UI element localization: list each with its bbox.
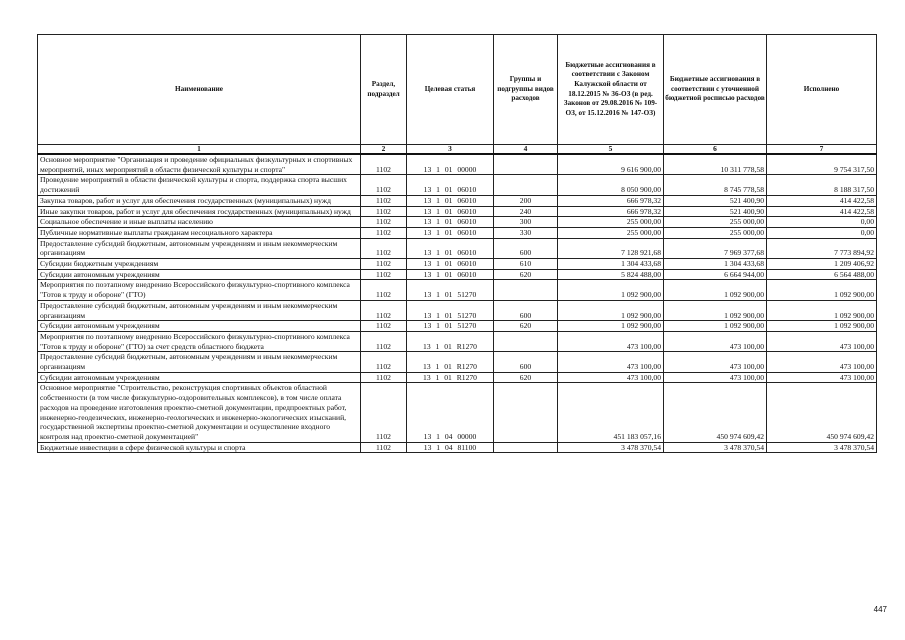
row-refined-amount: 521 400,90 bbox=[664, 195, 767, 206]
row-group bbox=[494, 280, 558, 300]
header-row bbox=[38, 35, 877, 145]
row-refined-amount: 255 000,00 bbox=[664, 227, 767, 238]
col-number: 2 bbox=[361, 145, 407, 155]
row-law-amount: 1 092 900,00 bbox=[558, 321, 664, 332]
row-target: 13 1 01 06010 bbox=[407, 259, 494, 270]
row-executed-amount: 414 422,58 bbox=[767, 195, 877, 206]
row-refined-amount: 473 100,00 bbox=[664, 352, 767, 372]
row-executed-amount: 1 092 900,00 bbox=[767, 321, 877, 332]
table-row bbox=[38, 280, 877, 300]
row-section: 1102 bbox=[361, 227, 407, 238]
row-refined-amount: 8 745 778,58 bbox=[664, 175, 767, 195]
row-section: 1102 bbox=[361, 280, 407, 300]
row-law-amount: 473 100,00 bbox=[558, 352, 664, 372]
row-name: Основное мероприятие "Строительство, реконструкция спортивных объектов областной собственности (в том числе физкультурно-оздоровительных комплексов), в том числе оплата расходов на проведение изготовления проектно-сметной документации, предпроектных работ, инженерно-геодезических, инженерно-геологических и инженерно-экологических изысканий, государственной экспертизы проектно-сметной документации и осуществление входного контроля над проектно-сметной документацией" bbox=[38, 383, 361, 442]
row-target: 13 1 01 R1270 bbox=[407, 372, 494, 383]
col-number: 4 bbox=[494, 145, 558, 155]
row-group: 600 bbox=[494, 300, 558, 320]
row-target: 13 1 01 R1270 bbox=[407, 331, 494, 351]
row-law-amount: 7 128 921,68 bbox=[558, 238, 664, 258]
row-section: 1102 bbox=[361, 300, 407, 320]
table-row bbox=[38, 238, 877, 258]
row-group: 240 bbox=[494, 206, 558, 217]
row-name: Мероприятия по поэтапному внедрению Всероссийского физкультурно-спортивного комплекса "Готов к труду и обороне" (ГТО) bbox=[38, 280, 361, 300]
row-executed-amount: 450 974 609,42 bbox=[767, 383, 877, 442]
header-executed: Исполнено bbox=[767, 35, 877, 145]
table-row bbox=[38, 383, 877, 442]
row-target: 13 1 01 06010 bbox=[407, 269, 494, 280]
row-name: Основное мероприятие "Организация и проведение официальных физкультурных и спортивных мероприятий, иных мероприятий в области физической культуры и спорта" bbox=[38, 154, 361, 175]
row-target: 13 1 01 00000 bbox=[407, 154, 494, 175]
row-target: 13 1 01 51270 bbox=[407, 280, 494, 300]
row-target: 13 1 04 81100 bbox=[407, 442, 494, 453]
row-target: 13 1 01 06010 bbox=[407, 227, 494, 238]
row-executed-amount: 1 209 406,92 bbox=[767, 259, 877, 270]
row-refined-amount: 1 092 900,00 bbox=[664, 300, 767, 320]
row-refined-amount: 1 304 433,68 bbox=[664, 259, 767, 270]
row-name: Предоставление субсидий бюджетным, автономным учреждениям и иным некоммерческим организациям bbox=[38, 352, 361, 372]
table-row bbox=[38, 206, 877, 217]
row-target: 13 1 01 06010 bbox=[407, 206, 494, 217]
row-executed-amount: 6 564 488,00 bbox=[767, 269, 877, 280]
row-name: Мероприятия по поэтапному внедрению Всероссийского физкультурно-спортивного комплекса "Готов к труду и обороне" (ГТО) за счет средств областного бюджета bbox=[38, 331, 361, 351]
table-row bbox=[38, 175, 877, 195]
row-section: 1102 bbox=[361, 269, 407, 280]
row-section: 1102 bbox=[361, 195, 407, 206]
column-number-row bbox=[38, 145, 877, 155]
row-section: 1102 bbox=[361, 321, 407, 332]
row-refined-amount: 450 974 609,42 bbox=[664, 383, 767, 442]
header-section: Раздел, подраздел bbox=[361, 35, 407, 145]
budget-table bbox=[37, 34, 877, 453]
row-name: Субсидии автономным учреждениям bbox=[38, 321, 361, 332]
row-name: Предоставление субсидий бюджетным, автономным учреждениям и иным некоммерческим организациям bbox=[38, 300, 361, 320]
row-section: 1102 bbox=[361, 372, 407, 383]
row-law-amount: 255 000,00 bbox=[558, 217, 664, 228]
row-executed-amount: 414 422,58 bbox=[767, 206, 877, 217]
row-refined-amount: 1 092 900,00 bbox=[664, 280, 767, 300]
row-section: 1102 bbox=[361, 217, 407, 228]
table-row bbox=[38, 269, 877, 280]
row-law-amount: 255 000,00 bbox=[558, 227, 664, 238]
page-number: 447 bbox=[873, 605, 887, 614]
row-refined-amount: 10 311 778,58 bbox=[664, 154, 767, 175]
col-number: 3 bbox=[407, 145, 494, 155]
row-target: 13 1 01 06010 bbox=[407, 195, 494, 206]
row-group: 600 bbox=[494, 352, 558, 372]
row-executed-amount: 8 188 317,50 bbox=[767, 175, 877, 195]
row-executed-amount: 473 100,00 bbox=[767, 331, 877, 351]
row-section: 1102 bbox=[361, 259, 407, 270]
row-group: 300 bbox=[494, 217, 558, 228]
row-group bbox=[494, 154, 558, 175]
table-row bbox=[38, 372, 877, 383]
row-group bbox=[494, 331, 558, 351]
row-name: Предоставление субсидий бюджетным, автономным учреждениям и иным некоммерческим организациям bbox=[38, 238, 361, 258]
row-target: 13 1 01 R1270 bbox=[407, 352, 494, 372]
row-law-amount: 3 478 370,54 bbox=[558, 442, 664, 453]
row-refined-amount: 255 000,00 bbox=[664, 217, 767, 228]
table-row bbox=[38, 321, 877, 332]
row-group bbox=[494, 175, 558, 195]
row-target: 13 1 01 51270 bbox=[407, 300, 494, 320]
row-group: 330 bbox=[494, 227, 558, 238]
table-row bbox=[38, 352, 877, 372]
row-executed-amount: 3 478 370,54 bbox=[767, 442, 877, 453]
row-name: Закупка товаров, работ и услуг для обеспечения государственных (муниципальных) нужд bbox=[38, 195, 361, 206]
row-executed-amount: 1 092 900,00 bbox=[767, 280, 877, 300]
row-law-amount: 9 616 900,00 bbox=[558, 154, 664, 175]
row-refined-amount: 1 092 900,00 bbox=[664, 321, 767, 332]
table-row bbox=[38, 300, 877, 320]
row-law-amount: 5 824 488,00 bbox=[558, 269, 664, 280]
row-section: 1102 bbox=[361, 154, 407, 175]
table-row bbox=[38, 195, 877, 206]
header-name: Наименование bbox=[38, 35, 361, 145]
header-target: Целевая статья bbox=[407, 35, 494, 145]
table-row bbox=[38, 442, 877, 453]
row-target: 13 1 01 06010 bbox=[407, 175, 494, 195]
row-section: 1102 bbox=[361, 331, 407, 351]
row-executed-amount: 0,00 bbox=[767, 217, 877, 228]
row-name: Бюджетные инвестиции в сфере физической культуры и спорта bbox=[38, 442, 361, 453]
row-law-amount: 1 092 900,00 bbox=[558, 300, 664, 320]
row-group: 620 bbox=[494, 372, 558, 383]
row-group: 600 bbox=[494, 238, 558, 258]
row-name: Иные закупки товаров, работ и услуг для обеспечения государственных (муниципальных) нужд bbox=[38, 206, 361, 217]
row-law-amount: 1 092 900,00 bbox=[558, 280, 664, 300]
row-group bbox=[494, 442, 558, 453]
row-name: Субсидии бюджетным учреждениям bbox=[38, 259, 361, 270]
table-row bbox=[38, 227, 877, 238]
table-row bbox=[38, 331, 877, 351]
row-executed-amount: 9 754 317,50 bbox=[767, 154, 877, 175]
row-executed-amount: 7 773 894,92 bbox=[767, 238, 877, 258]
row-section: 1102 bbox=[361, 175, 407, 195]
row-section: 1102 bbox=[361, 206, 407, 217]
row-group bbox=[494, 383, 558, 442]
header-refined-appropriations: Бюджетные ассигнования в соответствии с уточненной бюджетной росписью расходов bbox=[664, 35, 767, 145]
row-refined-amount: 6 664 944,00 bbox=[664, 269, 767, 280]
header-law-appropriations: Бюджетные ассигнования в соответствии с Законом Калужской области от 18.12.2015 № 36-ОЗ (в ред. Законов от 29.08.2016 № 109-ОЗ, от 15.12.2016 № 147-ОЗ) bbox=[558, 35, 664, 145]
header-group: Группы и подгруппы видов расходов bbox=[494, 35, 558, 145]
row-law-amount: 1 304 433,68 bbox=[558, 259, 664, 270]
row-executed-amount: 473 100,00 bbox=[767, 352, 877, 372]
row-name: Социальное обеспечение и иные выплаты населению bbox=[38, 217, 361, 228]
col-number: 5 bbox=[558, 145, 664, 155]
row-name: Субсидии автономным учреждениям bbox=[38, 372, 361, 383]
row-group: 620 bbox=[494, 269, 558, 280]
row-name: Субсидии автономным учреждениям bbox=[38, 269, 361, 280]
row-section: 1102 bbox=[361, 352, 407, 372]
col-number: 7 bbox=[767, 145, 877, 155]
row-refined-amount: 473 100,00 bbox=[664, 372, 767, 383]
row-target: 13 1 01 51270 bbox=[407, 321, 494, 332]
row-section: 1102 bbox=[361, 238, 407, 258]
table-row bbox=[38, 154, 877, 175]
row-target: 13 1 01 06010 bbox=[407, 238, 494, 258]
row-executed-amount: 473 100,00 bbox=[767, 372, 877, 383]
row-group: 200 bbox=[494, 195, 558, 206]
row-target: 13 1 04 00000 bbox=[407, 383, 494, 442]
row-law-amount: 451 183 057,16 bbox=[558, 383, 664, 442]
row-refined-amount: 473 100,00 bbox=[664, 331, 767, 351]
row-executed-amount: 0,00 bbox=[767, 227, 877, 238]
table-row bbox=[38, 259, 877, 270]
row-law-amount: 473 100,00 bbox=[558, 372, 664, 383]
row-section: 1102 bbox=[361, 442, 407, 453]
table-row bbox=[38, 217, 877, 228]
row-group: 610 bbox=[494, 259, 558, 270]
row-name: Проведение мероприятий в области физической культуры и спорта, поддержка спорта высших достижений bbox=[38, 175, 361, 195]
row-refined-amount: 521 400,90 bbox=[664, 206, 767, 217]
row-executed-amount: 1 092 900,00 bbox=[767, 300, 877, 320]
row-law-amount: 666 978,32 bbox=[558, 195, 664, 206]
row-name: Публичные нормативные выплаты гражданам несоциального характера bbox=[38, 227, 361, 238]
row-refined-amount: 3 478 370,54 bbox=[664, 442, 767, 453]
row-refined-amount: 7 969 377,68 bbox=[664, 238, 767, 258]
row-section: 1102 bbox=[361, 383, 407, 442]
col-number: 6 bbox=[664, 145, 767, 155]
row-target: 13 1 01 06010 bbox=[407, 217, 494, 228]
row-law-amount: 8 050 900,00 bbox=[558, 175, 664, 195]
row-law-amount: 666 978,32 bbox=[558, 206, 664, 217]
col-number: 1 bbox=[38, 145, 361, 155]
row-group: 620 bbox=[494, 321, 558, 332]
row-law-amount: 473 100,00 bbox=[558, 331, 664, 351]
